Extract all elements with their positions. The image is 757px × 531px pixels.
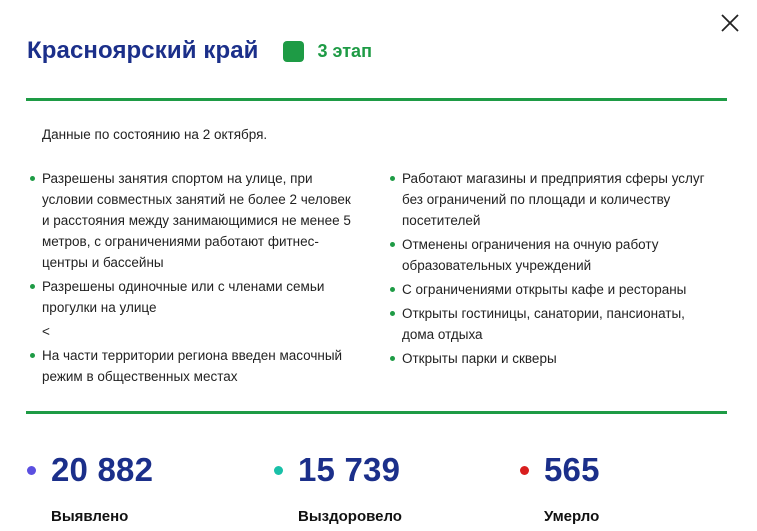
stat-value: 15 739 bbox=[298, 451, 401, 488]
list-item-text: Отменены ограничения на очную работу образовательных учреждений bbox=[402, 237, 659, 273]
list-item-text: Разрешены занятия спортом на улице, при условии совместных занятий не более 2 человек и расстояния между занимающимися не менее 5 метров, с ограничениями работают фитнес-центры и бассейны bbox=[42, 171, 351, 270]
list-item bbox=[30, 168, 360, 273]
bullet-dot bbox=[30, 353, 35, 358]
bullet-dot bbox=[390, 311, 395, 316]
stat-label: Выявлено bbox=[51, 508, 129, 525]
bullet-dot bbox=[390, 287, 395, 292]
bullet-dot bbox=[390, 176, 395, 181]
list-item-text: Работают магазины и предприятия сферы услуг без ограничений по площади и количеству посетителей bbox=[402, 171, 705, 228]
bullet-dot bbox=[390, 242, 395, 247]
stat-label: Умерло bbox=[544, 508, 600, 525]
stat-deaths bbox=[520, 450, 600, 525]
restrictions-right-column bbox=[390, 168, 720, 372]
list-item bbox=[390, 168, 720, 231]
divider-bottom bbox=[26, 411, 727, 414]
bullet-dot bbox=[30, 176, 35, 181]
stage-badge bbox=[283, 41, 372, 62]
list-item bbox=[390, 279, 720, 300]
stat-label: Выздоровело bbox=[298, 508, 402, 525]
stat-dot bbox=[520, 466, 529, 475]
list-item-text: С ограничениями открыты кафе и рестораны bbox=[402, 282, 687, 297]
list-item bbox=[30, 345, 360, 387]
divider-top bbox=[26, 98, 727, 101]
stat-dot bbox=[274, 466, 283, 475]
list-item bbox=[390, 348, 720, 369]
header bbox=[27, 34, 372, 68]
restrictions-left-column bbox=[30, 168, 360, 390]
list-item-text: Открыты парки и скверы bbox=[402, 351, 557, 366]
list-item-text: Разрешены одиночные или с членами семьи прогулки на улице bbox=[42, 279, 325, 315]
list-item-text: Открыты гостиницы, санатории, пансионаты, дома отдыха bbox=[402, 306, 685, 342]
list-item bbox=[390, 303, 720, 345]
list-item bbox=[30, 276, 360, 318]
stat-value: 565 bbox=[544, 451, 600, 488]
region-title: Красноярский край bbox=[27, 37, 259, 64]
stage-color-square bbox=[283, 41, 304, 62]
close-icon bbox=[719, 12, 741, 34]
stray-text: < bbox=[42, 324, 50, 339]
stat-detected bbox=[27, 450, 153, 525]
list-item-text: На части территории региона введен масочный режим в общественных местах bbox=[42, 348, 343, 384]
date-note: Данные по состоянию на 2 октября. bbox=[42, 127, 268, 142]
stat-value: 20 882 bbox=[51, 451, 154, 488]
stat-recovered bbox=[274, 450, 402, 525]
list-item bbox=[390, 234, 720, 276]
bullet-dot bbox=[30, 284, 35, 289]
close-button[interactable] bbox=[719, 12, 741, 34]
stage-label: 3 этап bbox=[317, 40, 372, 61]
bullet-dot bbox=[390, 356, 395, 361]
stat-dot bbox=[27, 466, 36, 475]
